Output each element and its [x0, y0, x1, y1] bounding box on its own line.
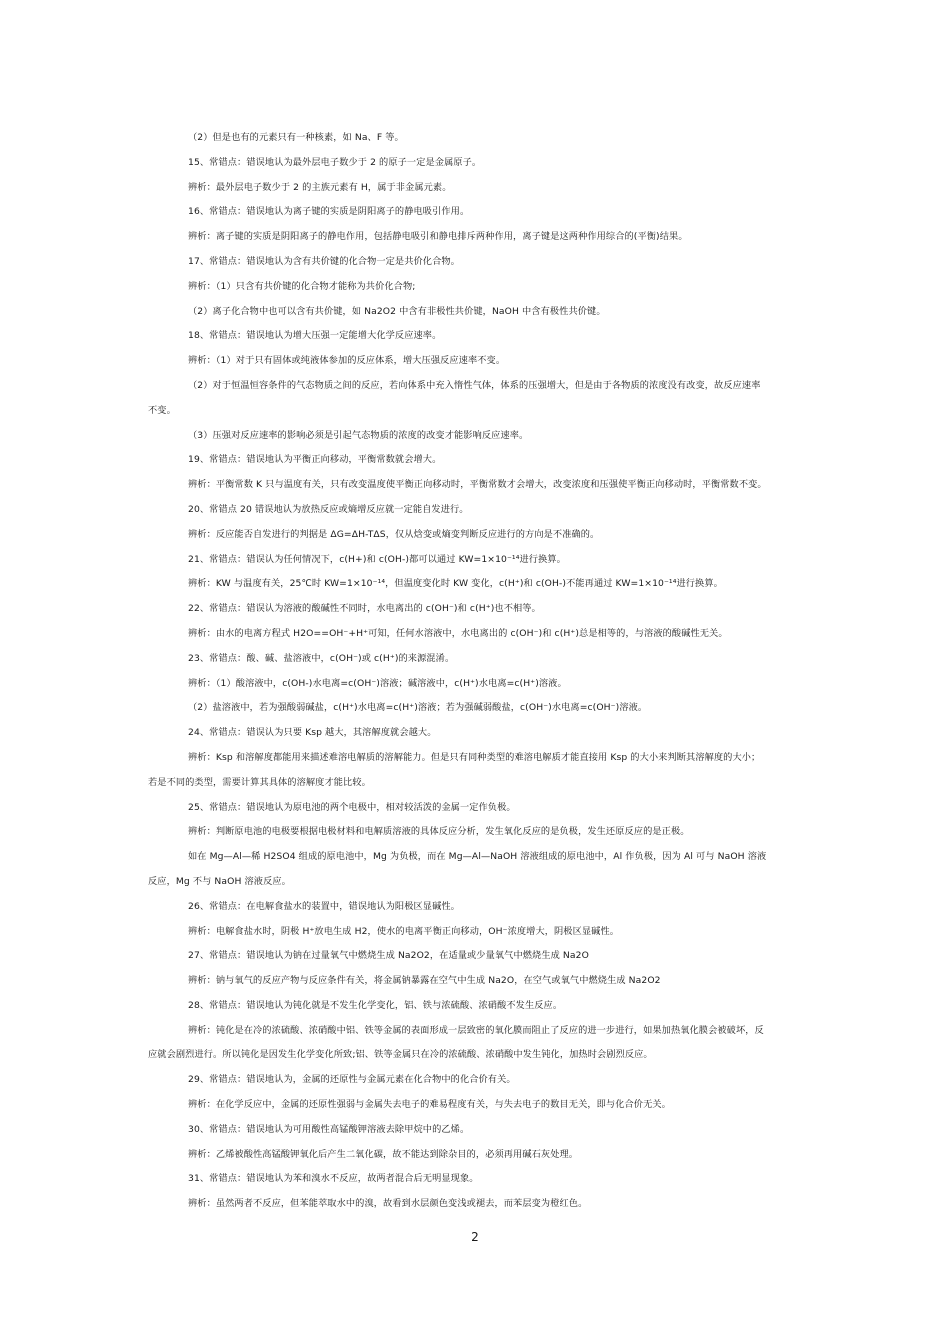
text-line: 如在 Mg—Al—稀 H2SO4 组成的原电池中，Mg 为负极，而在 Mg—Al—NaOH 溶液组成的原电池中，Al 作负极，因为 Al 可与 NaOH 溶液 — [188, 851, 767, 863]
text-line: 辨析：平衡常数 K 只与温度有关，只有改变温度使平衡正向移动时，平衡常数才会增大，改变浓度和压强使平衡正向移动时，平衡常数不变。 — [188, 479, 767, 491]
text-line: （2）盐溶液中，若为强酸弱碱盐，c(H⁺)水电离=c(H⁺)溶液；若为强碱弱酸盐，c(OH⁻)水电离=c(OH⁻)溶液。 — [188, 702, 648, 714]
text-line: 27、常错点：错误地认为钠在过量氧气中燃烧生成 Na2O2，在适量或少量氧气中燃烧生成 Na2O — [188, 950, 589, 962]
text-line: 24、常错点：错误认为只要 Ksp 越大，其溶解度就会越大。 — [188, 727, 437, 739]
text-line: 23、常错点：酸、碱、盐溶液中，c(OH⁻)或 c(H⁺)的来源混淆。 — [188, 652, 455, 664]
text-line: 反应，Mg 不与 NaOH 溶液反应。 — [148, 875, 291, 887]
text-line: 26、常错点：在电解食盐水的装置中，错误地认为阳极区显碱性。 — [188, 900, 460, 912]
text-line: 辨析：Ksp 和溶解度都能用来描述难溶电解质的溶解能力。但是只有同种类型的难溶电解质才能直接用 Ksp 的大小来判断其溶解度的大小； — [188, 751, 761, 763]
text-line: 22、常错点：错误认为溶液的酸碱性不同时，水电离出的 c(OH⁻)和 c(H⁺)也不相等。 — [188, 603, 541, 615]
text-line: 16、常错点：错误地认为离子键的实质是阴阳离子的静电吸引作用。 — [188, 206, 470, 218]
text-line: （3）压强对反应速率的影响必须是引起气态物质的浓度的改变才能影响反应速率。 — [188, 429, 529, 441]
text-line: 辨析：虽然两者不反应，但苯能萃取水中的溴，故看到水层颜色变浅或褪去，而苯层变为橙红色。 — [188, 1198, 588, 1210]
text-line: 30、常错点：错误地认为可用酸性高锰酸钾溶液去除甲烷中的乙烯。 — [188, 1123, 470, 1135]
text-line: 21、常错点：错误认为任何情况下，c(H+)和 c(OH-)都可以通过 KW=1×10⁻¹⁴进行换算。 — [188, 553, 566, 565]
text-line: 28、常错点：错误地认为钝化就是不发生化学变化，铝、铁与浓硫酸、浓硝酸不发生反应。 — [188, 999, 563, 1011]
text-line: 18、常错点：错误地认为增大压强一定能增大化学反应速率。 — [188, 330, 442, 342]
text-line: 辨析：KW 与温度有关，25℃时 KW=1×10⁻¹⁴，但温度变化时 KW 变化，c(H⁺)和 c(OH-)不能再通过 KW=1×10⁻¹⁴进行换算。 — [188, 578, 723, 590]
text-line: 31、常错点：错误地认为苯和溴水不反应，故两者混合后无明显现象。 — [188, 1173, 479, 1185]
text-line: 25、常错点：错误地认为原电池的两个电极中，相对较活泼的金属一定作负极。 — [188, 801, 516, 813]
text-line: 辨析：电解食盐水时，阴极 H⁺放电生成 H2，使水的电离平衡正向移动，OH⁻浓度增大，阴极区显碱性。 — [188, 925, 620, 937]
text-line: 29、常错点：错误地认为，金属的还原性与金属元素在化合物中的化合价有关。 — [188, 1074, 516, 1086]
document-body — [148, 126, 808, 1217]
text-line: 辨析：反应能否自发进行的判据是 ΔG=ΔH-TΔS，仅从焓变或熵变判断反应进行的方向是不准确的。 — [188, 528, 600, 540]
text-line: 应就会剧烈进行。所以钝化是因发生化学变化所致;铝、铁等金属只在冷的浓硫酸、浓硝酸中发生钝化，加热时会剧烈反应。 — [148, 1049, 653, 1061]
text-line: （2）对于恒温恒容条件的气态物质之间的反应，若向体系中充入惰性气体，体系的压强增大，但是由于各物质的浓度没有改变，故反应速率 — [188, 379, 761, 391]
text-line: 辨析：（1）酸溶液中，c(OH-)水电离=c(OH⁻)溶液；碱溶液中，c(H⁺)水电离=c(H⁺)溶液。 — [188, 677, 567, 689]
text-line: 辨析：钠与氧气的反应产物与反应条件有关，将金属钠暴露在空气中生成 Na2O，在空气或氧气中燃烧生成 Na2O2 — [188, 975, 661, 987]
text-line: 辨析：由水的电离方程式 H2O==OH⁻+H⁺可知，任何水溶液中，水电离出的 c(OH⁻)和 c(H⁺)总是相等的，与溶液的酸碱性无关。 — [188, 627, 728, 639]
text-line: 15、常错点：错误地认为最外层电子数少于 2 的原子一定是金属原子。 — [188, 156, 482, 168]
text-line: 20、常错点 20 错误地认为放热反应或熵增反应就一定能自发进行。 — [188, 503, 469, 515]
text-line: 不变。 — [148, 404, 176, 416]
text-line: 辨析：钝化是在冷的浓硫酸、浓硝酸中铝、铁等金属的表面形成一层致密的氧化膜而阻止了反应的进一步进行，如果加热氧化膜会被破坏，反 — [188, 1024, 764, 1036]
text-line: 17、常错点：错误地认为含有共价键的化合物一定是共价化合物。 — [188, 255, 460, 267]
text-line: 辨析：在化学反应中，金属的还原性强弱与金属失去电子的难易程度有关，与失去电子的数目无关，即与化合价无关。 — [188, 1099, 671, 1111]
text-line: 辨析：（1）只含有共价键的化合物才能称为共价化合物; — [188, 280, 416, 292]
text-line: 辨析：判断原电池的电极要根据电极材料和电解质溶液的具体反应分析，发生氧化反应的是负极，发生还原反应的是正极。 — [188, 826, 690, 838]
text-line: 辨析：（1）对于只有固体或纯液体参加的反应体系，增大压强反应速率不变。 — [188, 355, 506, 367]
text-line: 19、常错点：错误地认为平衡正向移动，平衡常数就会增大。 — [188, 454, 442, 466]
page-number: 2 — [471, 1230, 479, 1244]
text-line: （2）但是也有的元素只有一种核素，如 Na、F 等。 — [188, 132, 404, 143]
text-line: （2）离子化合物中也可以含有共价键，如 Na2O2 中含有非极性共价键，NaOH 中含有极性共价键。 — [188, 305, 606, 317]
text-line: 辨析：离子键的实质是阴阳离子的静电作用，包括静电吸引和静电排斥两种作用，离子键是这两种作用综合的(平衡)结果。 — [188, 231, 688, 243]
text-line: 若是不同的类型，需要计算其具体的溶解度才能比较。 — [148, 776, 371, 788]
text-line: 辨析：乙烯被酸性高锰酸钾氧化后产生二氧化碳，故不能达到除杂目的，必须再用碱石灰处理。 — [188, 1148, 579, 1160]
text-line: 辨析：最外层电子数少于 2 的主族元素有 H，属于非金属元素。 — [188, 181, 452, 193]
